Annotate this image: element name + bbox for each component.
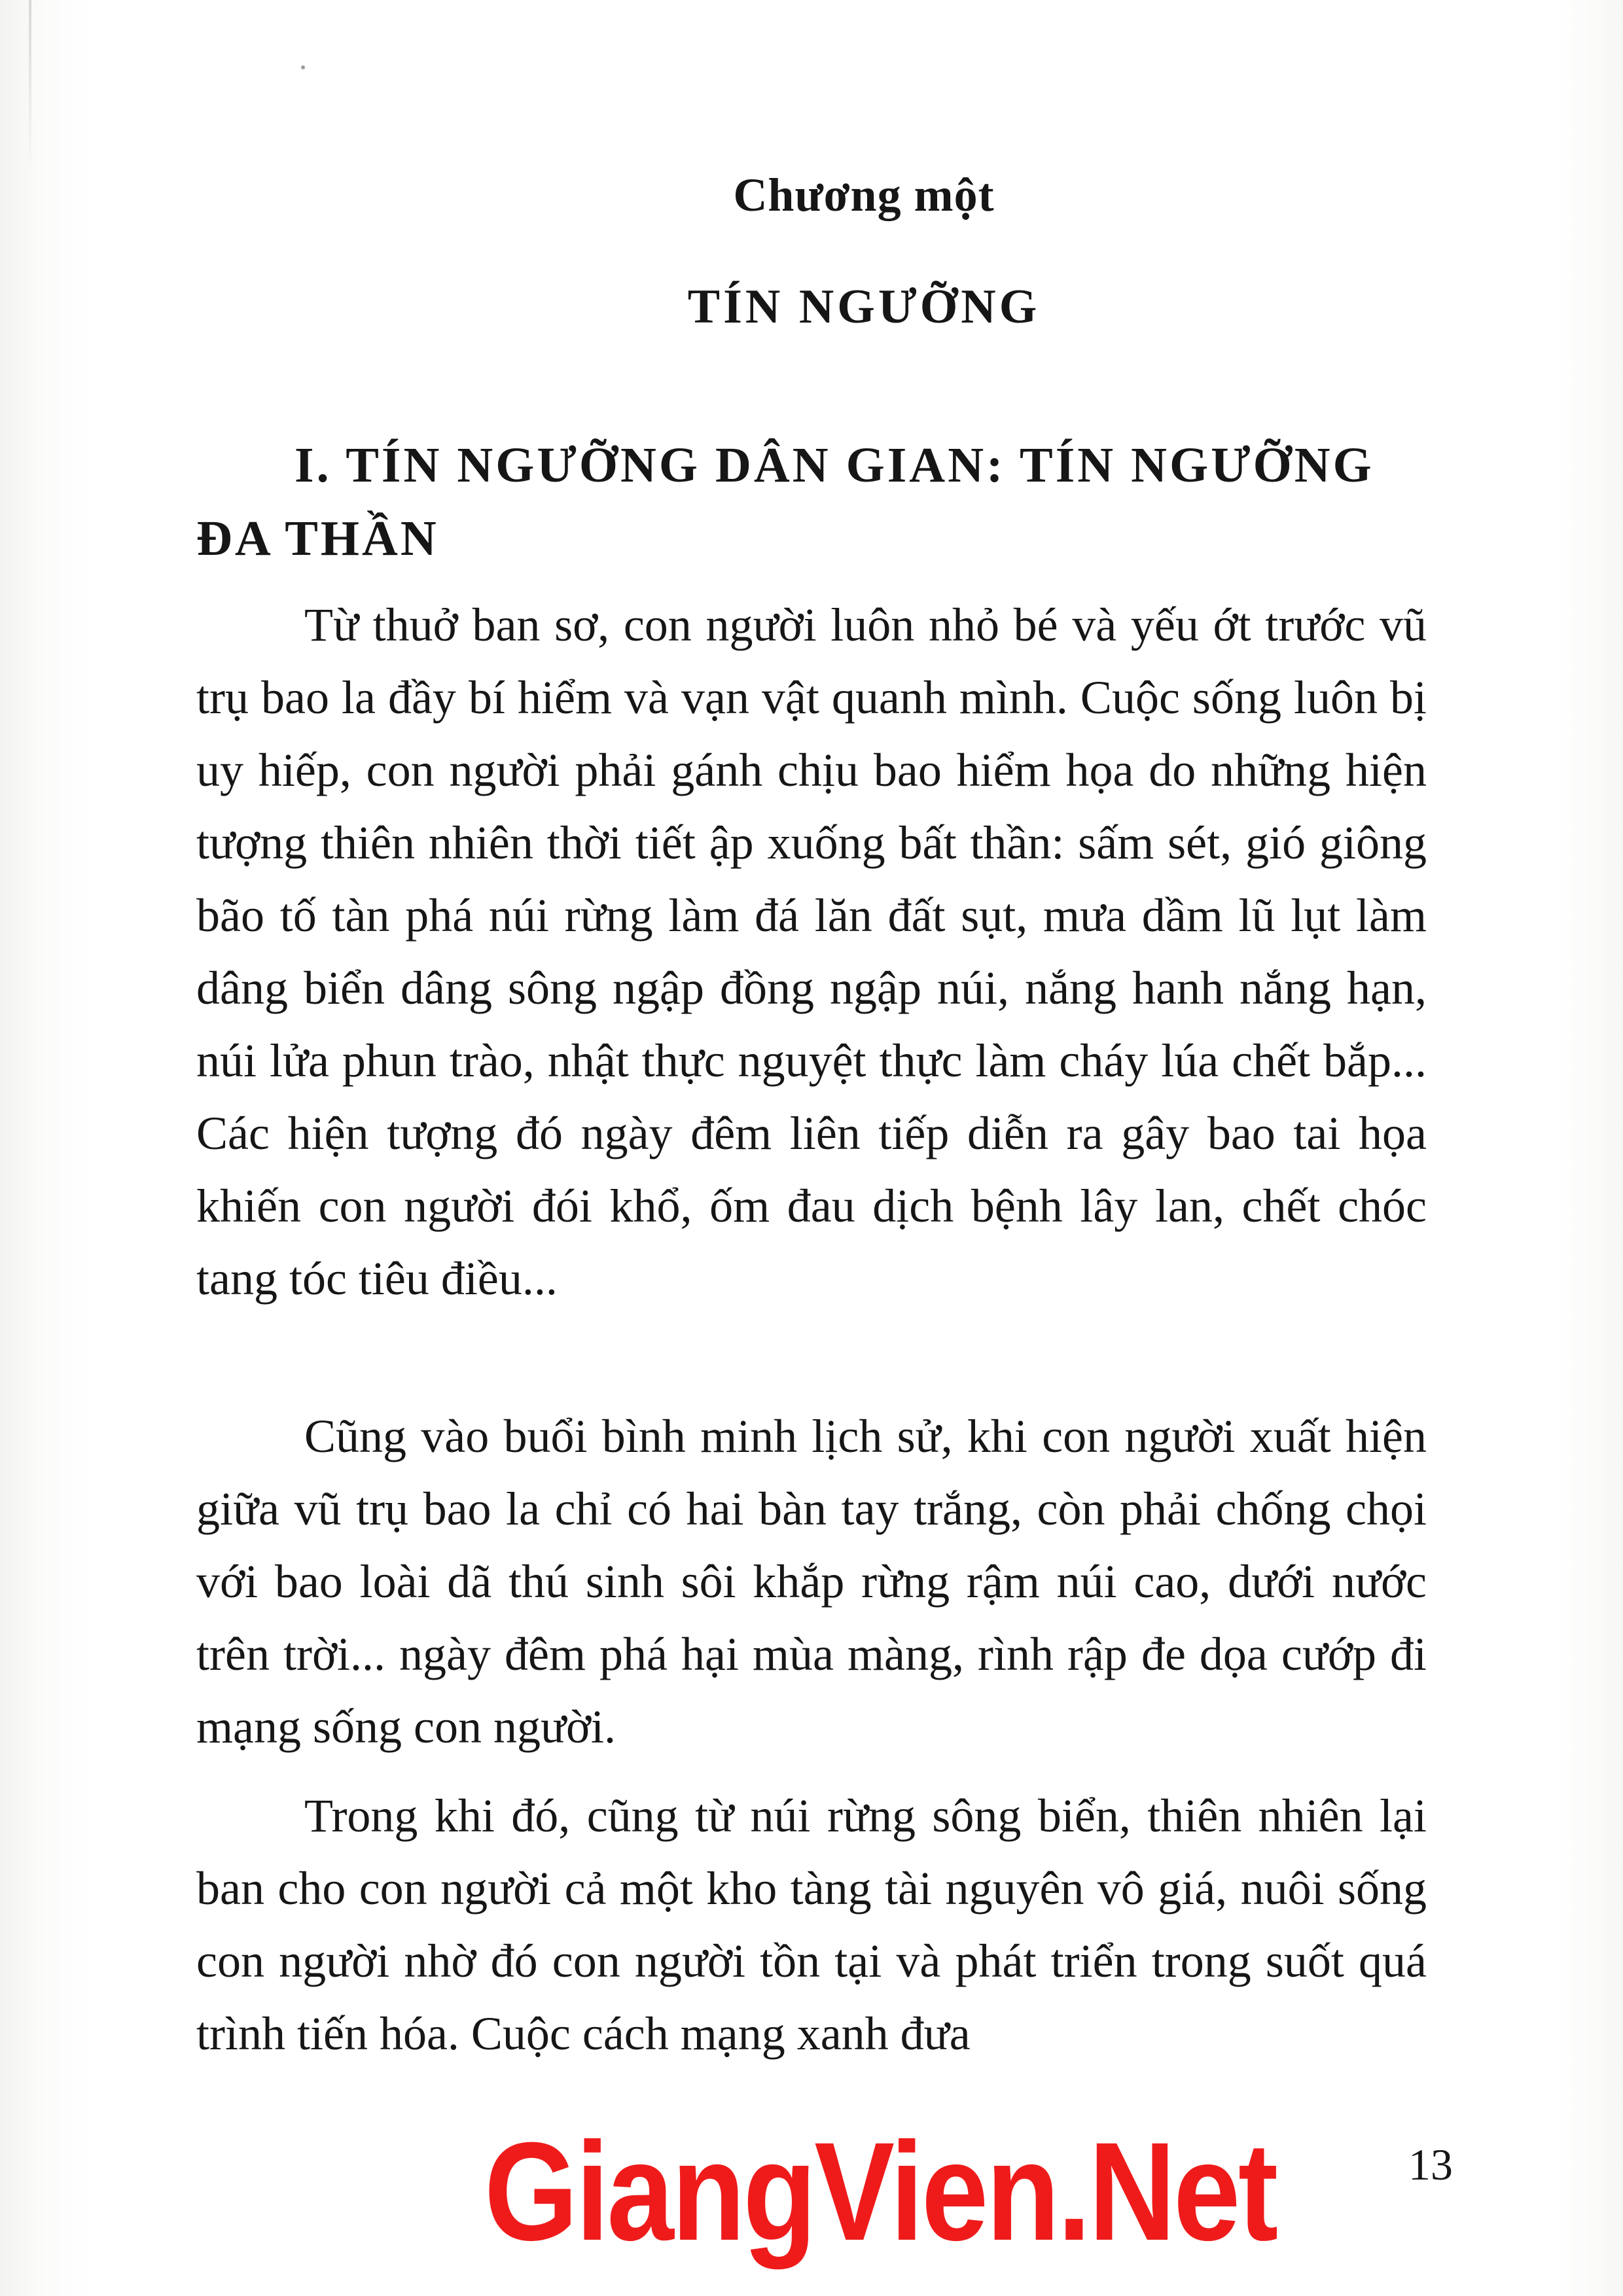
paragraph-3-text: Trong khi đó, cũng từ núi rừng sông biển, thiên nhiên lại ban cho con người cả một kho tàng tài nguyên vô giá, nuôi sống con người nhờ đó con người tồn tại và phát triển trong suốt quá trình tiến hóa. Cuộc cách mạng xanh đưa bbox=[196, 1790, 1427, 2060]
chapter-label: Chương một bbox=[733, 169, 995, 221]
paragraph-1-text: Từ thuở ban sơ, con người luôn nhỏ bé và yếu ớt trước vũ trụ bao la đầy bí hiểm và vạn vật quanh mình. Cuộc sống luôn bị uy hiếp, con người phải gánh chịu bao hiểm họa do những hiện tượng thiên nhiên thời tiết ập xuống bất thần: sấm sét, gió giông bão tố tàn phá núi rừng làm đá lăn đất sụt, mưa dầm lũ lụt làm dâng biển dâng sông ngập đồng ngập núi, nắng hanh nắng hạn, núi lửa phun trào, nhật thực nguyệt thực làm cháy lúa chết bắp... Các hiện tượng đó ngày đêm liên tiếp diễn ra gây bao tai họa khiến con người đói khổ, ốm đau dịch bệnh lây lan, chết chóc tang tóc tiêu điều... bbox=[196, 599, 1427, 1305]
paragraph-2-text: Cũng vào buổi bình minh lịch sử, khi con người xuất hiện giữa vũ trụ bao la chỉ có hai bàn tay trắng, còn phải chống chọi với bao loài dã thú sinh sôi khắp rừng rậm núi cao, dưới nước trên trời... ngày đêm phá hại mùa màng, rình rập đe dọa cướp đi mạng sống con người. bbox=[196, 1410, 1427, 1753]
speck-mark bbox=[301, 65, 305, 69]
watermark-logo: GiangVien.Net bbox=[484, 2113, 1276, 2270]
paragraph-2 bbox=[196, 1400, 1427, 1763]
paragraph-1 bbox=[196, 589, 1427, 1315]
page-edge-shadow bbox=[29, 0, 31, 170]
section-heading-text: I. TÍN NGƯỠNG DÂN GIAN: TÍN NGƯỠNG ĐA THẦN bbox=[196, 438, 1374, 566]
paragraph-3 bbox=[196, 1780, 1427, 2070]
page-number: 13 bbox=[1408, 2140, 1453, 2189]
chapter-title: TÍN NGƯỠNG bbox=[687, 280, 1041, 334]
section-heading bbox=[196, 429, 1427, 575]
